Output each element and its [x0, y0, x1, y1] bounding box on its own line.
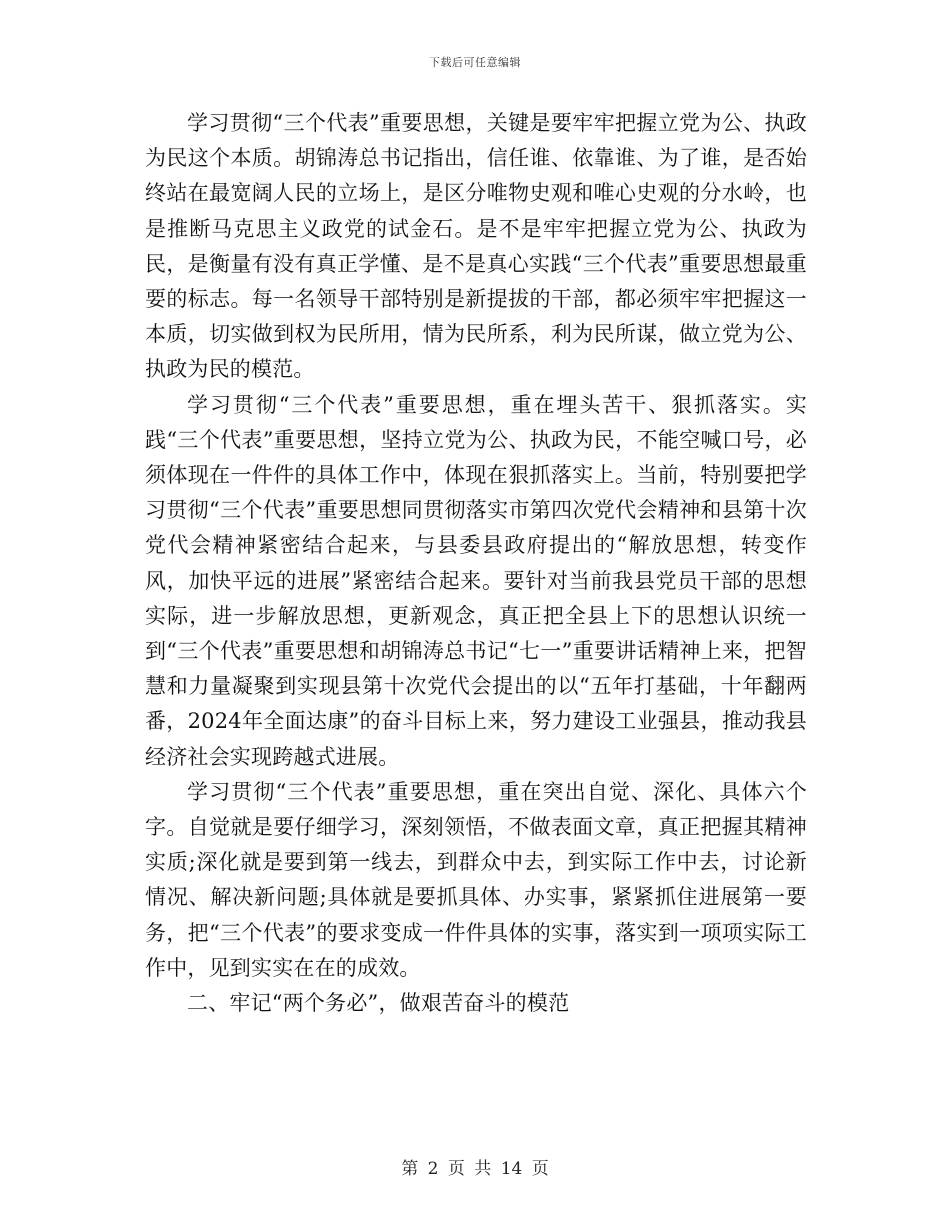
- section-heading: 二、牢记“两个务必”，做艰苦奋斗的模范: [187, 991, 570, 1016]
- page-header: 下载后可任意编辑: [429, 56, 521, 69]
- page-number-footer: 第 2 页 共 14 页: [401, 1159, 549, 1179]
- paragraph-2: 学习贯彻“三个代表”重要思想，重在埋头苦干、狠抓落实。实践“三个代表”重要思想，坚持立党为公、执政为民，不能空喊口号，必须体现在一件件的具体工作中，体现在狠抓落实上。当前，特别要把学习贯彻“三个代表”重要思想同贯彻落实市第四次党代会精神和县第十次党代会精神紧密结合起来，与县委县政府提出的“解放思想，转变作风，加快平远的进展”紧密结合起来。要针对当前我县党员干部的思想实际，进一步解放思想，更新观念，真正把全县上下的思想认识统一到“三个代表”重要思想和胡锦涛总书记“七一”重要讲话精神上来，把智慧和力量凝聚到实现县第十次党代会提出的以“五年打基础，十年翻两番，2024年全面达康”的奋斗目标上来，努力建设工业强县，推动我县经济社会实现跨越式进展。: [145, 392, 807, 769]
- paragraph-1: 学习贯彻“三个代表”重要思想，关键是要牢牢把握立党为公、执政为民这个本质。胡锦涛总书记指出，信任谁、依靠谁、为了谁，是否始终站在最宽阔人民的立场上，是区分唯物史观和唯心史观的分水岭，也是推断马克思主义政党的试金石。是不是牢牢把握立党为公、执政为民，是衡量有没有真正学懂、是不是真心实践“三个代表”重要思想最重要的标志。每一名领导干部特别是新提拔的干部，都必须牢牢把握这一本质，切实做到权为民所用，情为民所系，利为民所谋，做立党为公、执政为民的模范。: [145, 111, 807, 382]
- document-body: [145, 106, 807, 1021]
- paragraph-3: 学习贯彻“三个代表”重要思想，重在突出自觉、深化、具体六个字。自觉就是要仔细学习，深刻领悟，不做表面文章，真正把握其精神实质;深化就是要到第一线去，到群众中去，到实际工作中去，讨论新情况、解决新问题;具体就是要抓具体、办实事，紧紧抓住进展第一要务，把“三个代表”的要求变成一件件具体的实事，落实到一项项实际工作中，见到实实在在的成效。: [145, 779, 807, 980]
